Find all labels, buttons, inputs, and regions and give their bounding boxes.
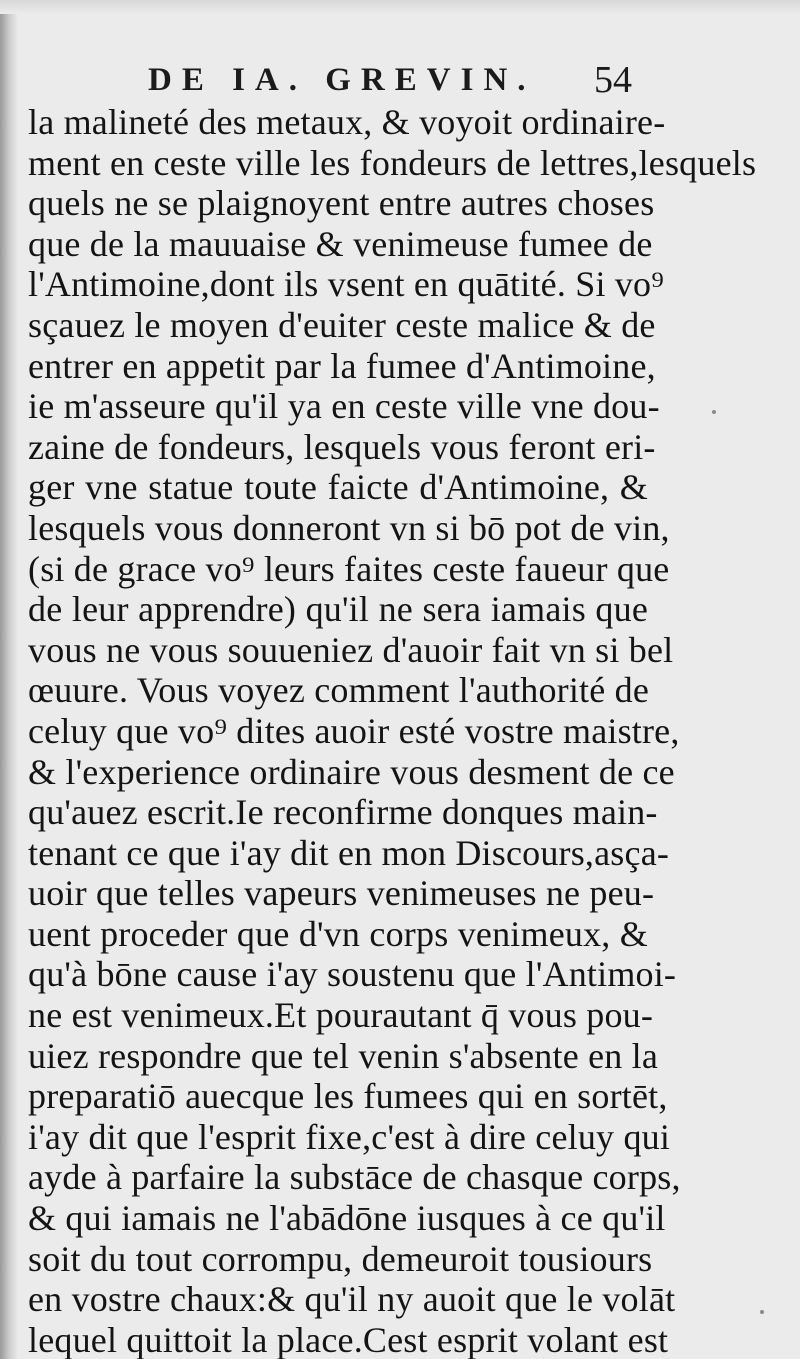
- text-line: (si de grace vo⁹ leurs faites ceste faueur que: [28, 548, 670, 589]
- text-line: ne est venimeux.Et pourautant q̄ vous pou-: [28, 995, 654, 1036]
- text-line: de leur apprendre) qu'il ne sera iamais que: [28, 589, 648, 630]
- paper-speck: [760, 1310, 764, 1314]
- text-line: ie m'asseure qu'il ya en ceste ville vne dou-: [28, 386, 660, 427]
- text-line: quels ne se plaignoyent entre autres choses: [28, 183, 655, 224]
- text-line: sçauez le moyen d'euiter ceste malice & de: [28, 304, 656, 345]
- text-line: lequel quittoit la place.Cest esprit volant est: [28, 1319, 669, 1359]
- text-line: celuy que vo⁹ dites auoir esté vostre maistre,: [28, 710, 680, 751]
- text-line: œuure. Vous voyez comment l'authorité de: [28, 670, 650, 711]
- text-line: tenant ce que i'ay dit en mon Discours,asça-: [28, 832, 670, 873]
- text-line: soit du tout corrompu, demeuroit tousiours: [28, 1238, 653, 1279]
- page-top-edge: [0, 0, 800, 14]
- text-line: zaine de fondeurs, lesquels vous feront eri-: [28, 426, 656, 467]
- text-line: en vostre chaux:& qu'il ny auoit que le volāt: [28, 1279, 676, 1320]
- text-line: uoir que telles vapeurs venimeuses ne peu-: [28, 873, 655, 914]
- text-line: qu'à bōne cause i'ay soustenu que l'Antimoi-: [28, 954, 677, 995]
- running-title: DE IA. GREVIN.: [148, 62, 536, 98]
- text-line: preparatiō auecque les fumees qui en sortēt,: [28, 1076, 668, 1117]
- text-line: entrer en appetit par la fumee d'Antimoine,: [28, 345, 656, 386]
- text-line: qu'auez escrit.Ie reconfirme donques main-: [28, 792, 658, 833]
- text-line: ayde à parfaire la substāce de chasque corps,: [28, 1157, 681, 1198]
- body-text: [28, 102, 757, 1359]
- text-line: uiez respondre que tel venin s'absente en la: [28, 1035, 659, 1076]
- text-line: ment en ceste ville les fondeurs de lettres,lesquels: [28, 142, 757, 183]
- text-line: & l'experience ordinaire vous desment de ce: [28, 751, 675, 792]
- text-line: vous ne vous souueniez d'auoir fait vn si bel: [28, 629, 674, 670]
- gutter-shadow: [0, 0, 18, 1359]
- paper-speck: [712, 410, 716, 414]
- page-number: 54: [594, 59, 632, 101]
- text-line: ger vne statue toute faicte d'Antimoine, &: [28, 467, 648, 508]
- text-line: la malineté des metaux, & voyoit ordinaire-: [28, 102, 666, 142]
- text-line: i'ay dit que l'esprit fixe,c'est à dire celuy qui: [28, 1116, 671, 1157]
- text-line: l'Antimoine,dont ils vsent en quātité. Si vo⁹: [28, 264, 664, 305]
- text-line: & qui iamais ne l'abādōne iusques à ce qu'il: [28, 1198, 666, 1239]
- text-line: lesquels vous donneront vn si bō pot de vin,: [28, 507, 670, 548]
- text-line: que de la mauuaise & venimeuse fumee de: [28, 223, 653, 264]
- text-line: uent proceder que d'vn corps venimeux, &: [28, 913, 648, 954]
